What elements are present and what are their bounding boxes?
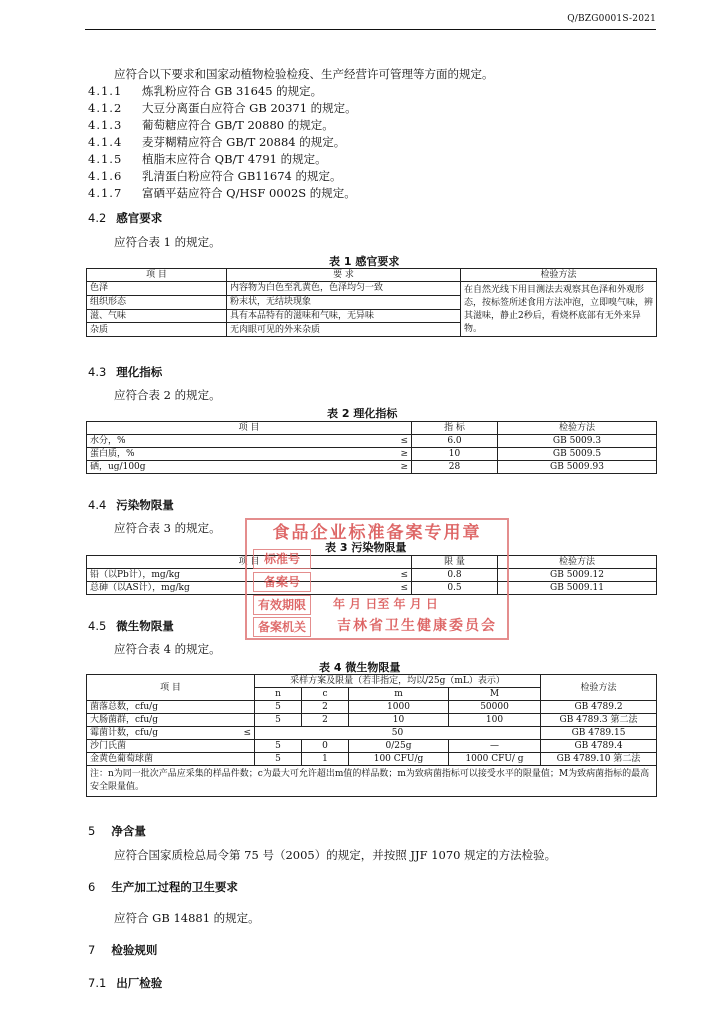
table-row: 大肠菌群，cfu/g 5 2 10 100 GB 4789.3 第二法 [87,714,657,727]
filing-stamp [245,518,509,640]
table-row: 菌落总数，cfu/g 5 2 1000 50000 GB 4789.2 [87,701,657,714]
standard-code: Q/BZG0001S-2021 [567,14,656,24]
table-row-mold: 霉菌计数，cfu/g ≤ 50 GB 4789.15 [87,727,657,740]
section-text: 应符合 GB 14881 的规定。 [114,911,260,925]
table-header-row: 项 目 要 求 检验方法 [87,269,657,282]
table-row: 滋、气味 具有本品特有的滋味和气味，无异味 [87,309,657,323]
section-text: 应符合国家质检总局令第 75 号（2005）的规定，并按照 JJF 1070 规定的方法检验。 [114,848,557,862]
sensory-table [86,268,657,337]
table-row: 铅（以Pb计），mg/kg ≤ 0.8 GB 5009.12 [87,569,657,582]
table-header-row: 项 目 采样方案及限量（若非指定，均以/25g（mL）表示） 检验方法 [87,675,657,688]
table-row: 金黄色葡萄球菌 5 1 100 CFU/g 1000 CFU/ g GB 4789.10 第二法 [87,753,657,766]
section-text: 应符合表 4 的规定。 [114,642,221,656]
table-row: 杂质 无肉眼可见的外来杂质 [87,323,657,337]
section-text: 应符合表 3 的规定。 [114,521,221,535]
header-rule [85,29,656,30]
table-row: 组织形态 粉末状，无结块现象 [87,295,657,309]
list-item: 4.1.3 葡萄糖应符合 GB/T 20880 的规定。 [88,118,334,132]
physicochemical-table [86,421,657,474]
microbial-table [86,674,657,797]
table-note-row: 注：n为同一批次产品应采集的样品件数；c为最大可允许超出m值的样品数；m为致病菌指标可以接受水平的限量值；M为致病菌指标的最高安全限量值。 [87,766,657,797]
table-row: 蛋白质，% ≥ 10 GB 5009.5 [87,448,657,461]
list-item: 4.1.6 乳清蛋白粉应符合 GB11674 的规定。 [88,169,342,183]
stamp-row: 有效期限 年 月 日至 年 月 日 [247,593,507,615]
section-heading-4-3: 4.3 理化指标 [88,365,163,379]
method-cell: 在自然光线下用目测法去观察其色泽和外观形态，按标签所述食用方法冲泡，立即嗅气味，辨其滋味，静止2秒后，看烧杯底部有无外来异物。 [461,282,657,337]
section-heading-6: 6 生产加工过程的卫生要求 [88,880,238,894]
list-item: 4.1.5 植脂末应符合 QB/T 4791 的规定。 [88,152,327,166]
list-item: 4.1.1 炼乳粉应符合 GB 31645 的规定。 [88,84,323,98]
table-caption: 表 2 理化指标 [327,407,398,420]
section-heading-7: 7 检验规则 [88,943,158,957]
table-caption: 表 4 微生物限量 [319,661,401,674]
section-text: 应符合表 2 的规定。 [114,388,221,402]
table-row: 总砷（以AS计），mg/kg ≤ 0.5 GB 5009.11 [87,582,657,595]
stamp-row: 备案号 [247,570,507,592]
table-caption: 表 1 感官要求 [329,255,400,268]
list-item: 4.1.4 麦芽糊精应符合 GB/T 20884 的规定。 [88,135,346,149]
section-text: 应符合表 1 的规定。 [114,235,221,249]
section-heading-7-1: 7.1 出厂检验 [88,976,163,990]
table-row: 沙门氏菌 5 0 0/25g — GB 4789.4 [87,740,657,753]
list-item: 4.1.2 大豆分离蛋白应符合 GB 20371 的规定。 [88,101,357,115]
stamp-title: 食品企业标准备案专用章 [272,523,482,543]
table-row: 硒，ug/100g ≥ 28 GB 5009.93 [87,461,657,474]
section-heading-4-4: 4.4 污染物限量 [88,498,174,512]
table-header-row: 项 目 限 量 检验方法 [87,556,657,569]
intro-text: 应符合以下要求和国家动植物检验检疫、生产经营许可管理等方面的规定。 [114,67,494,81]
section-heading-4-5: 4.5 微生物限量 [88,619,174,633]
item-list-4-1 [88,83,357,202]
table-header-row: 项 目 指 标 检验方法 [87,422,657,435]
section-heading-4-2: 4.2 感官要求 [88,211,163,225]
stamp-row: 备案机关 吉林省卫生健康委员会 [247,615,507,637]
table-row: 色泽 内容物为白色至乳黄色，色泽均匀一致 在自然光线下用目测法去观察其色泽和外观形态，按标签所述食用方法冲泡，立即嗅气味，辨其滋味，静止2秒后，看烧杯底部有无外来异物。 [87,282,657,296]
table-row: 水分，% ≤ 6.0 GB 5009.3 [87,435,657,448]
table-caption: 表 3 污染物限量 [325,541,407,554]
section-heading-5: 5 净含量 [88,824,146,838]
table-subheader-row: n c m M [87,688,657,701]
list-item: 4.1.7 富硒平菇应符合 Q/HSF 0002S 的规定。 [88,186,356,200]
stamp-row: 标准号 [247,547,507,569]
